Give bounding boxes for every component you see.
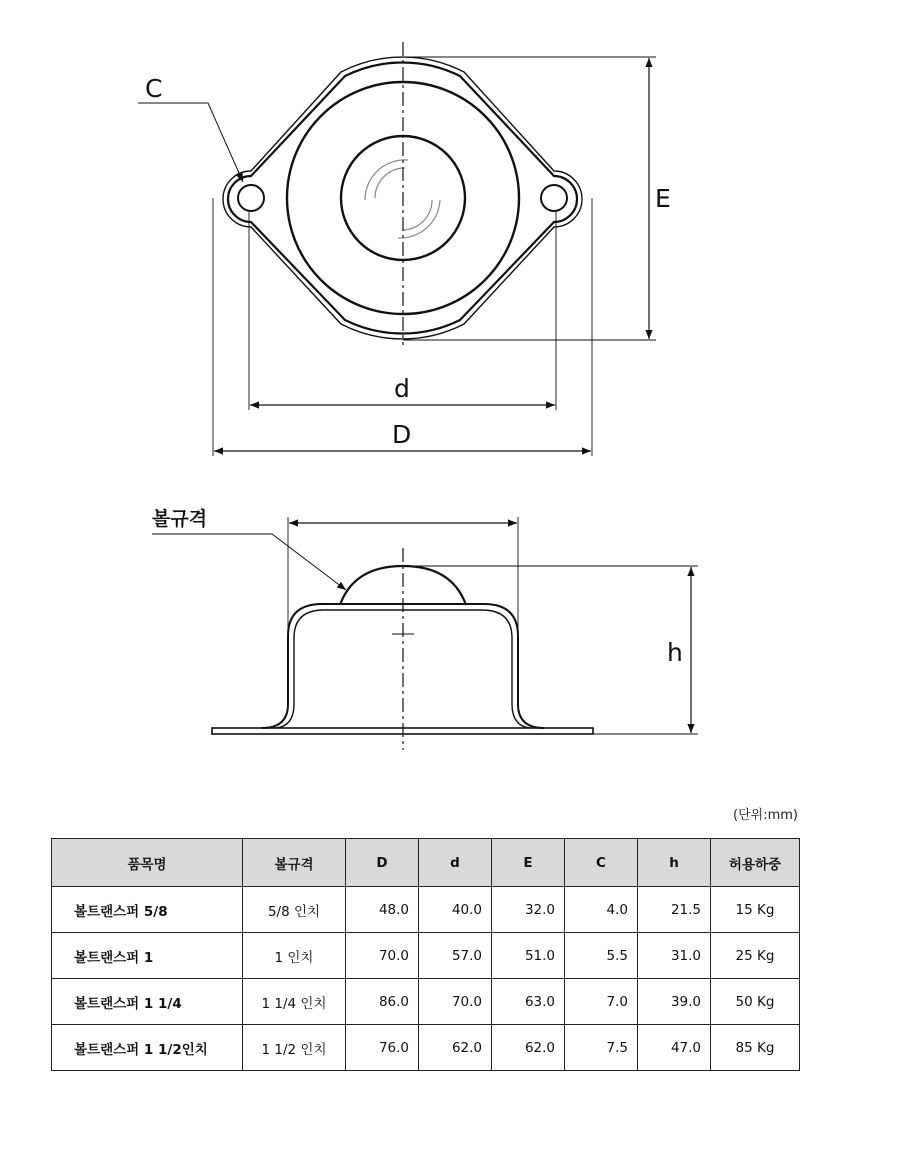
- table-cell: 50 Kg: [711, 979, 800, 1025]
- table-row: [52, 887, 800, 933]
- header-cell: C: [565, 839, 638, 887]
- table-cell: 21.5: [638, 887, 711, 933]
- table-cell: 85 Kg: [711, 1025, 800, 1071]
- label-c: C: [145, 74, 163, 103]
- ball-highlight: [365, 160, 408, 200]
- table-cell: 볼트랜스퍼 5/8: [52, 887, 243, 933]
- ball-highlight: [375, 168, 405, 198]
- mounting-hole-right: [541, 185, 567, 211]
- table-cell: 볼트랜스퍼 1: [52, 933, 243, 979]
- header-cell: d: [419, 839, 492, 887]
- table-cell: 32.0: [492, 887, 565, 933]
- table-cell: 40.0: [419, 887, 492, 933]
- header-cell: E: [492, 839, 565, 887]
- table-cell: 1 1/2 인치: [243, 1025, 346, 1071]
- ball-highlight: [398, 200, 440, 238]
- table-cell: 볼트랜스퍼 1 1/2인치: [52, 1025, 243, 1071]
- table-cell: 5/8 인치: [243, 887, 346, 933]
- leader-line-ball: [152, 534, 346, 590]
- table-cell: 15 Kg: [711, 887, 800, 933]
- table-cell: 1 인치: [243, 933, 346, 979]
- label-ball-size: 볼규격: [152, 508, 208, 530]
- header-cell: 허용하중: [711, 839, 800, 887]
- table-cell: 31.0: [638, 933, 711, 979]
- table-cell: 63.0: [492, 979, 565, 1025]
- mounting-hole-left: [238, 185, 264, 211]
- table-cell: 39.0: [638, 979, 711, 1025]
- table-cell: 47.0: [638, 1025, 711, 1071]
- table-cell: 62.0: [419, 1025, 492, 1071]
- header-cell: h: [638, 839, 711, 887]
- table-cell: 70.0: [419, 979, 492, 1025]
- table-cell: 7.5: [565, 1025, 638, 1071]
- header-cell: 볼규격: [243, 839, 346, 887]
- table-cell: 5.5: [565, 933, 638, 979]
- table-cell: 86.0: [346, 979, 419, 1025]
- header-cell: 품목명: [52, 839, 243, 887]
- table-cell: 51.0: [492, 933, 565, 979]
- header-cell: D: [346, 839, 419, 887]
- leader-line-c: [138, 103, 243, 182]
- label-d-large: D: [392, 420, 412, 449]
- unit-note: (단위:mm): [733, 808, 798, 823]
- table-header-row: [52, 839, 800, 887]
- side-view: [152, 517, 698, 750]
- table-row: [52, 979, 800, 1025]
- label-e: E: [655, 184, 671, 213]
- table-cell: 76.0: [346, 1025, 419, 1071]
- ball-highlight: [402, 200, 432, 230]
- table-cell: 7.0: [565, 979, 638, 1025]
- table-cell: 1 1/4 인치: [243, 979, 346, 1025]
- spec-table: [51, 838, 800, 1071]
- table-cell: 볼트랜스퍼 1 1/4: [52, 979, 243, 1025]
- table-cell: 48.0: [346, 887, 419, 933]
- table-cell: 25 Kg: [711, 933, 800, 979]
- label-h: h: [667, 638, 683, 667]
- table-cell: 4.0: [565, 887, 638, 933]
- label-d-small: d: [394, 374, 410, 403]
- table-row: [52, 1025, 800, 1071]
- table-row: [52, 933, 800, 979]
- table-cell: 57.0: [419, 933, 492, 979]
- table-cell: 70.0: [346, 933, 419, 979]
- table-cell: 62.0: [492, 1025, 565, 1071]
